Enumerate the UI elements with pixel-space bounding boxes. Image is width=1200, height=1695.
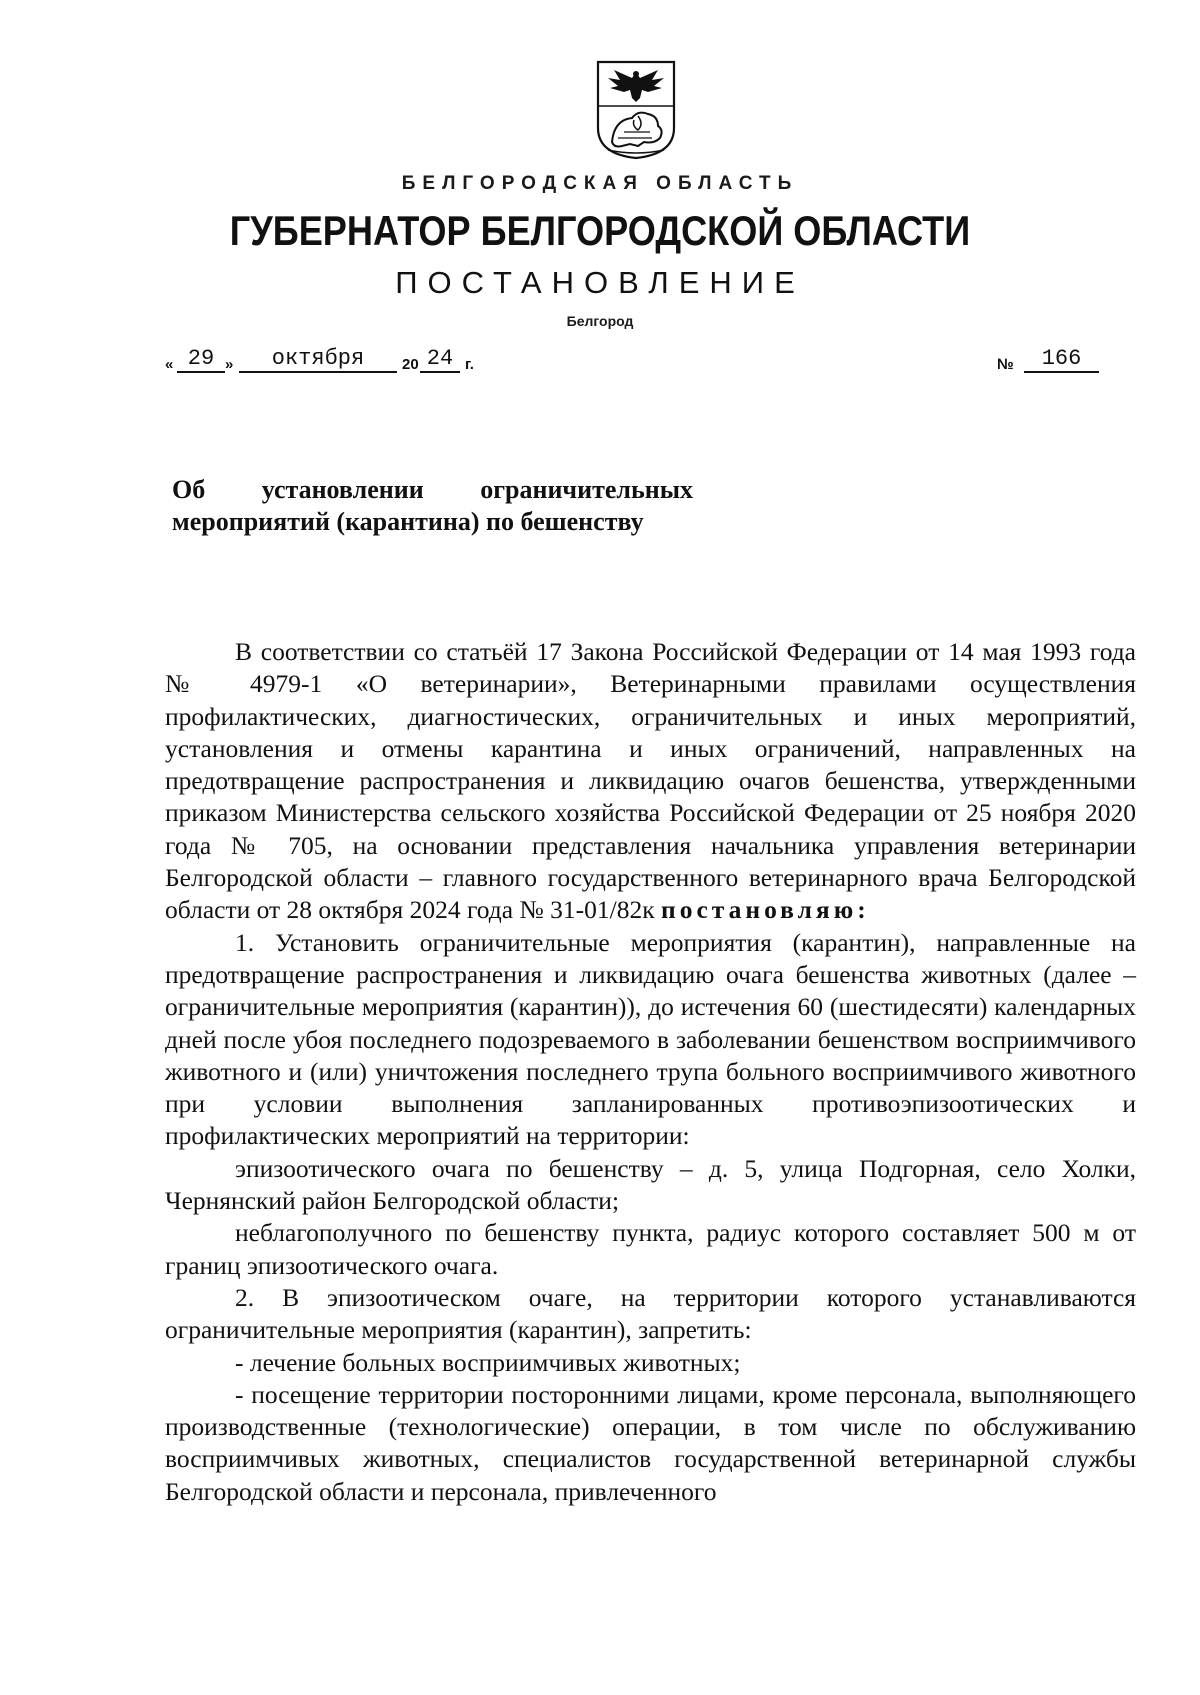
belgorod-coat-of-arms-icon [594, 58, 678, 160]
preamble-paragraph [165, 636, 1136, 927]
date-month: октября [239, 348, 397, 373]
decree-word: постановляю: [661, 895, 870, 925]
document-body [165, 636, 1136, 1508]
date-open-quote: « [165, 356, 174, 373]
date-year-unit: г. [465, 356, 474, 373]
item-1-sub-a: эпизоотического очага по бешенству – д. 5, улица Подгорная, село Холки, Чернянский район Белгородской области; [165, 1153, 1136, 1216]
item-2-sub-b: - посещение территории посторонними лицами, кроме персонала, выполняющего производственные (технологические) операции, в том числе по обслуживанию восприимчивых животных, специалистов государственной ветеринарной службы Белгородской области и персонала, привлеченного [165, 1379, 1136, 1506]
date-day: 29 [177, 348, 225, 373]
preamble-text: В соответствии со статьёй 17 Закона Российской Федерации от 14 мая 1993 года № 4979-1 «О ветеринарии», Ветеринарными правилами осуществления профилактических, диагностических, ограничительных и иных мероприятий, установления и отмены карантина и иных ограничений, направленных на предотвращение распространения и ликвидацию очагов бешенства, утвержденными приказом Министерства сельского хозяйства Российской Федерации от 25 ноября 2020 года № 705, на основании представления начальника управления ветеринарии Белгородской области – главного государственного ветеринарного врача Белгородской области от 28 октября 2024 года № 31-01/82к [165, 637, 1136, 925]
item-1-sub-b: неблагополучного по бешенству пункта, радиус которого составляет 500 м от границ эпизоотического очага. [165, 1218, 1136, 1280]
subject-line-2: мероприятий (карантина) по бешенству [172, 507, 644, 536]
date-year-prefix: 20 [402, 356, 419, 373]
date-number-line [167, 348, 1117, 380]
date-close-quote: » [225, 356, 234, 373]
region-name: БЕЛГОРОДСКАЯ ОБЛАСТЬ [401, 173, 799, 194]
subject-line-1: Об установлении ограничительных [172, 475, 693, 504]
item-2-sub-a: - лечение больных восприимчивых животных; [235, 1347, 741, 1377]
document-subject [172, 474, 693, 538]
authority-title: ГУБЕРНАТОР БЕЛГОРОДСКОЙ ОБЛАСТИ [229, 207, 971, 254]
date-year-suffix: 24 [420, 348, 460, 373]
number-label: № [997, 356, 1014, 373]
item-2-paragraph: 2. В эпизоотическом очаге, на территории которого устанавливаются ограничительные мероприятия (карантин), запретить: [165, 1282, 1136, 1345]
item-1-paragraph: 1. Установить ограничительные мероприятия (карантин), направленные на предотвращение распространения и ликвидацию очага бешенства животных (далее – ограничительные мероприятия (карантин)), до истечения 60 (шестидесяти) календарных дней после убоя последнего подозреваемого в заболевании бешенством восприимчивого животного и (или) уничтожения последнего трупа больного восприимчивого животного при условии выполнения запланированных противоэпизоотических и профилактических мероприятий на территории: [165, 927, 1136, 1151]
city-name: Белгород [566, 313, 634, 329]
document-number: 166 [1024, 348, 1099, 373]
document-type: ПОСТАНОВЛЕНИЕ [395, 265, 805, 300]
